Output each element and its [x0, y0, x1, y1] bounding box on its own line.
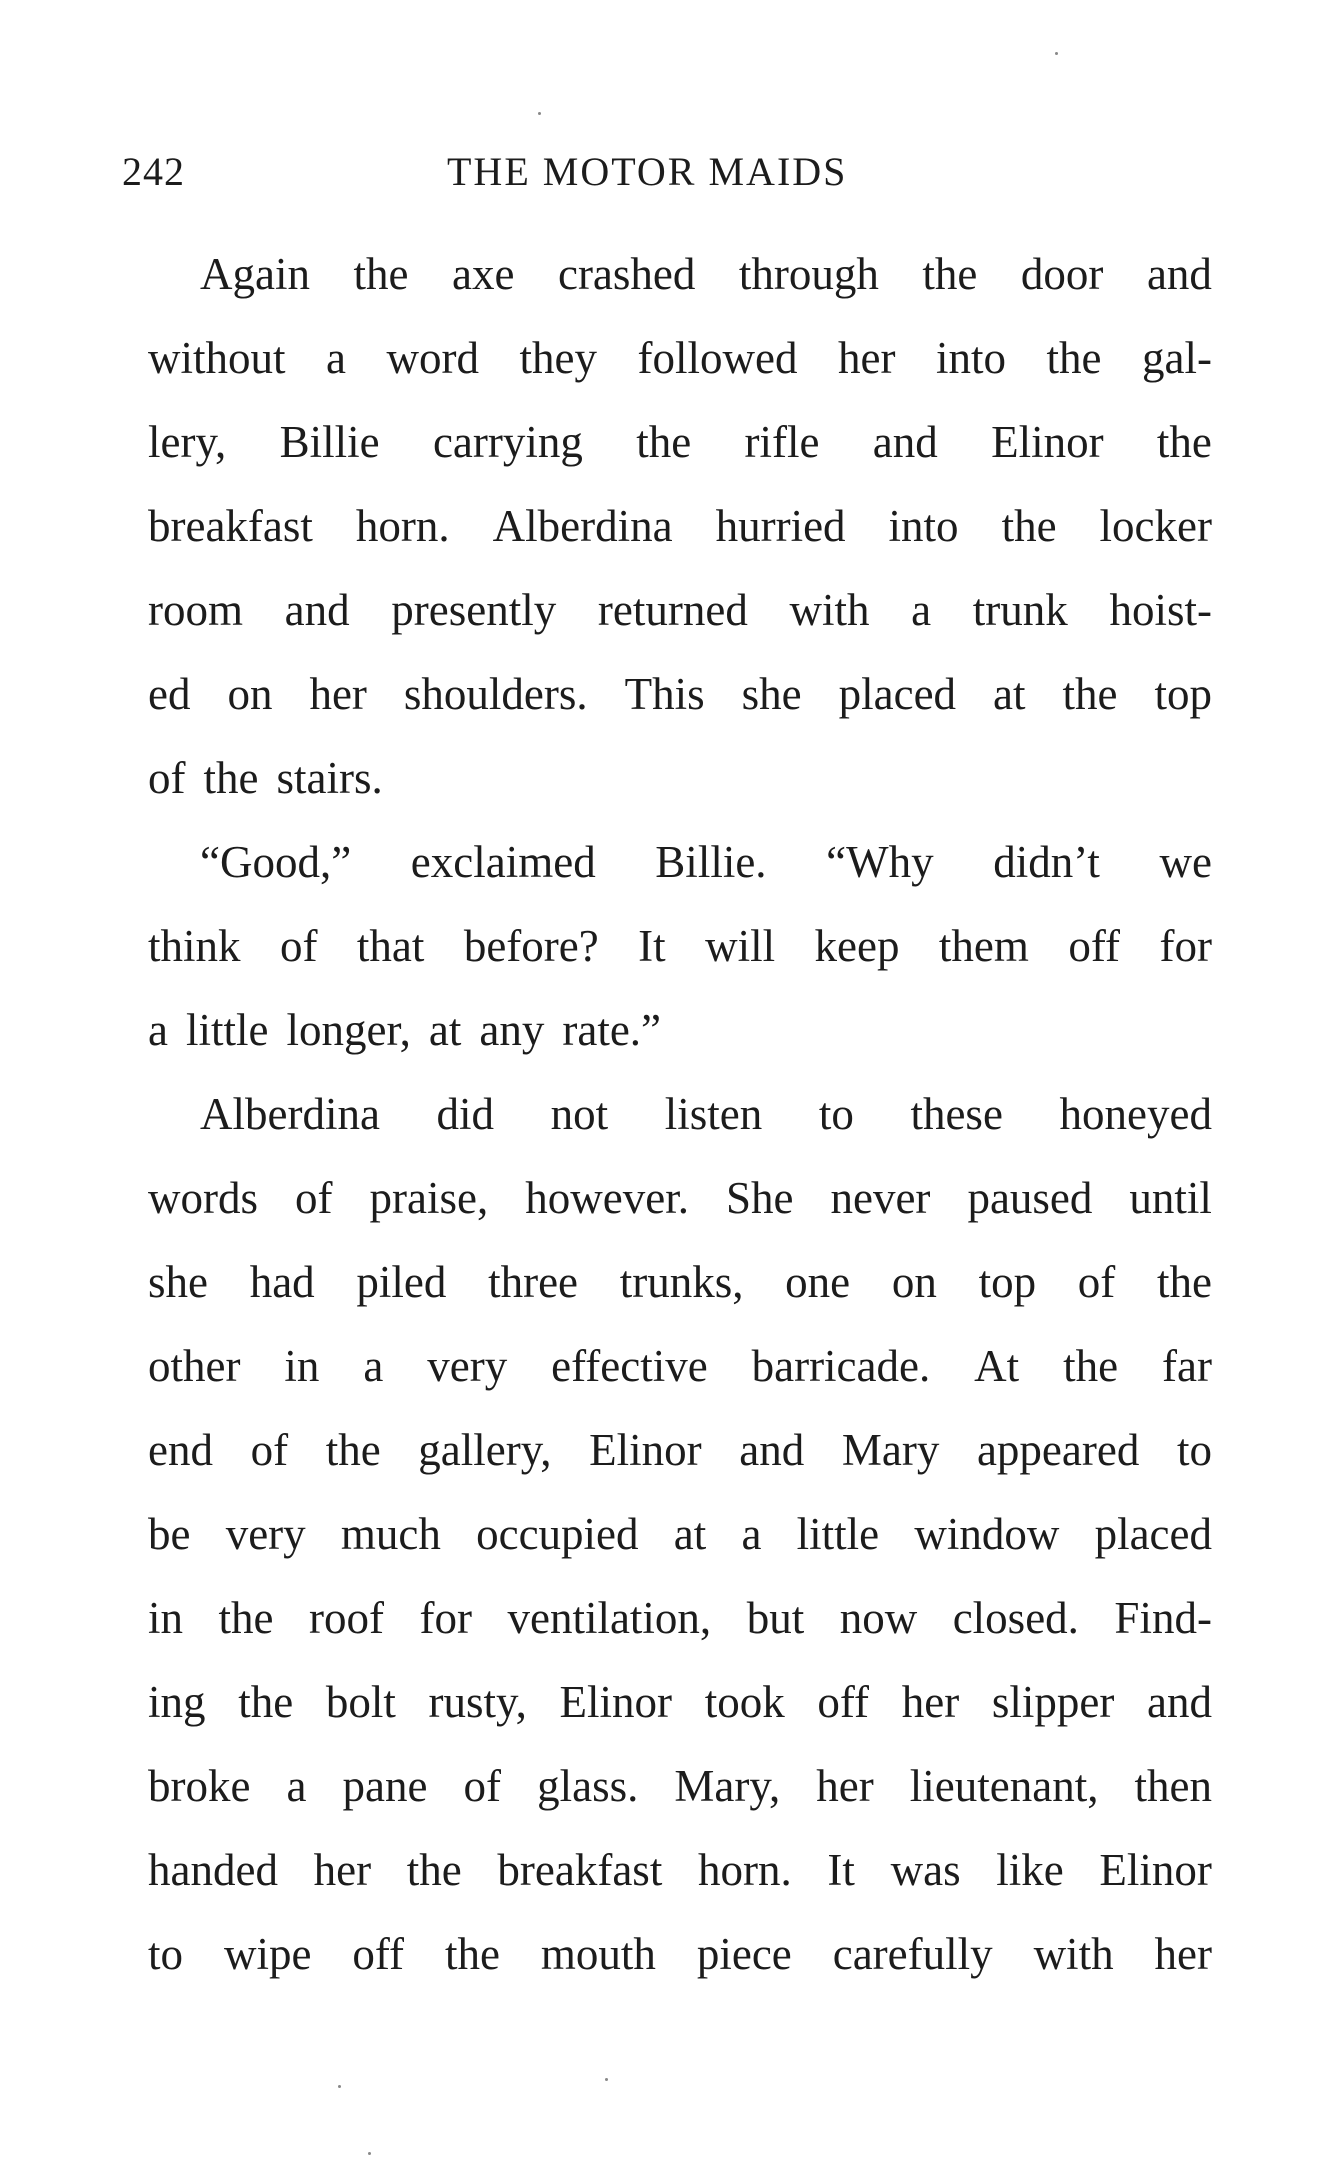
word: and — [1147, 1677, 1212, 1727]
word: words — [148, 1173, 258, 1223]
word: bolt — [325, 1677, 396, 1727]
word: for — [1159, 921, 1212, 971]
word: carrying — [432, 417, 583, 467]
word: these — [910, 1089, 1003, 1139]
word: a — [286, 1761, 307, 1811]
word: off — [817, 1677, 870, 1727]
word: Billie. — [655, 837, 767, 887]
word: placed — [838, 669, 957, 719]
text-line — [148, 904, 1212, 988]
word: “Good,” — [200, 837, 352, 887]
word: through — [738, 249, 879, 299]
word: Mary — [841, 1425, 940, 1475]
word: will — [705, 921, 776, 971]
word: the — [406, 1845, 462, 1895]
word: of — [463, 1761, 502, 1811]
word: locker — [1099, 501, 1212, 551]
word: little — [796, 1509, 880, 1559]
word: Alberdina — [492, 501, 673, 551]
word: for — [419, 1593, 472, 1643]
word: stairs. — [276, 753, 383, 803]
word: now — [839, 1593, 918, 1643]
word: placed — [1094, 1509, 1212, 1559]
text-line — [148, 1492, 1212, 1576]
word: exclaimed — [410, 837, 596, 887]
word: the — [238, 1677, 294, 1727]
word: they — [519, 333, 598, 383]
word: a — [911, 585, 932, 635]
text-line — [148, 316, 1212, 400]
word: longer, — [286, 1005, 411, 1055]
word: keep — [814, 921, 900, 971]
word: hoist- — [1109, 585, 1212, 635]
word: lery, — [148, 417, 227, 467]
word: Elinor — [559, 1677, 673, 1727]
word: barricade. — [751, 1341, 931, 1391]
word: far — [1161, 1341, 1212, 1391]
word: the — [1062, 669, 1118, 719]
word: ing — [148, 1677, 206, 1727]
word: crashed — [557, 249, 696, 299]
word: and — [284, 585, 350, 635]
word: the — [1156, 1257, 1212, 1307]
word: honeyed — [1059, 1089, 1212, 1139]
word: the — [203, 753, 259, 803]
text-line — [148, 1660, 1212, 1744]
word: Elinor — [589, 1425, 702, 1475]
text-line — [148, 1744, 1212, 1828]
word: the — [325, 1425, 381, 1475]
word: praise, — [369, 1173, 489, 1223]
word: Elinor — [1099, 1845, 1212, 1895]
word: of — [1077, 1257, 1116, 1307]
text-line — [148, 652, 1212, 736]
word: the — [1001, 501, 1057, 551]
paper-speck — [538, 112, 541, 115]
word: Find- — [1114, 1593, 1212, 1643]
paper-speck — [338, 2085, 341, 2088]
word: at — [673, 1509, 707, 1559]
word: very — [225, 1509, 306, 1559]
word: rifle — [744, 417, 820, 467]
word: at — [428, 1005, 462, 1055]
word: very — [427, 1341, 508, 1391]
word: top — [1154, 669, 1212, 719]
text-line — [148, 820, 1212, 904]
word: to — [818, 1089, 854, 1139]
word: one — [785, 1257, 851, 1307]
word: the — [353, 249, 409, 299]
word: we — [1159, 837, 1212, 887]
word: other — [148, 1341, 241, 1391]
word: room — [148, 585, 243, 635]
word: a — [741, 1509, 762, 1559]
word: her — [313, 1845, 372, 1895]
word: of — [148, 753, 186, 803]
word: the — [1063, 1341, 1119, 1391]
word: of — [295, 1173, 333, 1223]
word: her — [901, 1677, 960, 1727]
text-line — [148, 484, 1212, 568]
word: then — [1134, 1761, 1212, 1811]
word: closed. — [952, 1593, 1079, 1643]
word: occupied — [476, 1509, 639, 1559]
word: door — [1020, 249, 1104, 299]
word: took — [704, 1677, 785, 1727]
word: She — [725, 1173, 794, 1223]
word: a — [363, 1341, 384, 1391]
word: It — [827, 1845, 855, 1895]
word: little — [185, 1005, 269, 1055]
word: carefully — [832, 1929, 993, 1979]
word: with — [1033, 1929, 1114, 1979]
word: didn’t — [993, 837, 1100, 887]
word: gal- — [1142, 333, 1212, 383]
word: end — [148, 1425, 213, 1475]
word: in — [148, 1593, 184, 1643]
word: breakfast — [148, 501, 313, 551]
word: her — [838, 333, 896, 383]
word: lieutenant, — [909, 1761, 1099, 1811]
word: Billie — [279, 417, 380, 467]
word: broke — [148, 1761, 251, 1811]
word: effective — [551, 1341, 708, 1391]
word: trunk — [972, 585, 1068, 635]
word: until — [1129, 1173, 1212, 1223]
text-line — [148, 1072, 1212, 1156]
word: a — [326, 333, 347, 383]
text-line — [148, 232, 1212, 316]
word: ventilation, — [507, 1593, 712, 1643]
text-line — [148, 1324, 1212, 1408]
word: paused — [967, 1173, 1093, 1223]
word: Alberdina — [200, 1089, 380, 1139]
word: horn. — [698, 1845, 792, 1895]
word: the — [444, 1929, 500, 1979]
word: “Why — [826, 837, 934, 887]
word: horn. — [355, 501, 450, 551]
word: rusty, — [428, 1677, 527, 1727]
word: of — [250, 1425, 289, 1475]
word: off — [1068, 921, 1121, 971]
word: piece — [696, 1929, 792, 1979]
paper-speck — [605, 2078, 608, 2081]
word: shoulders. — [403, 669, 588, 719]
text-line — [148, 1408, 1212, 1492]
word: axe — [452, 249, 515, 299]
word: window — [914, 1509, 1060, 1559]
word: piled — [356, 1257, 447, 1307]
word: listen — [664, 1089, 763, 1139]
word: with — [789, 585, 870, 635]
word: appeared — [976, 1425, 1140, 1475]
word: much — [340, 1509, 441, 1559]
word: but — [746, 1593, 805, 1643]
paper-speck — [368, 2152, 371, 2155]
word: think — [148, 921, 241, 971]
word: into — [936, 333, 1007, 383]
word: It — [638, 921, 666, 971]
word: glass. — [537, 1761, 639, 1811]
word: before? — [463, 921, 599, 971]
word: breakfast — [497, 1845, 663, 1895]
word: Elinor — [991, 417, 1104, 467]
word: gallery, — [418, 1425, 552, 1475]
word: in — [284, 1341, 320, 1391]
word: she — [741, 669, 802, 719]
text-line — [148, 400, 1212, 484]
word: to — [148, 1929, 184, 1979]
word: mouth — [540, 1929, 656, 1979]
word: This — [624, 669, 705, 719]
body-text — [148, 232, 1212, 1996]
word: them — [938, 921, 1029, 971]
word: and — [872, 417, 938, 467]
word: the — [1046, 333, 1102, 383]
word: a — [148, 1005, 168, 1055]
text-line — [148, 1576, 1212, 1660]
word: handed — [148, 1845, 278, 1895]
word: wipe — [223, 1929, 312, 1979]
text-line — [148, 1828, 1212, 1912]
word: she — [148, 1257, 208, 1307]
word: on — [227, 669, 273, 719]
word: her — [1154, 1929, 1212, 1979]
paper-speck — [1055, 52, 1058, 55]
word: and — [739, 1425, 805, 1475]
page-header — [122, 148, 1212, 208]
word: roof — [309, 1593, 384, 1643]
word: hurried — [715, 501, 846, 551]
word: to — [1176, 1425, 1212, 1475]
word: off — [352, 1929, 405, 1979]
word: Again — [200, 249, 310, 299]
word: that — [356, 921, 425, 971]
page-number: 242 — [122, 149, 185, 194]
word: the — [218, 1593, 274, 1643]
word: not — [550, 1089, 609, 1139]
word: the — [636, 417, 692, 467]
text-line — [148, 1240, 1212, 1324]
word: the — [922, 249, 978, 299]
word: Mary, — [674, 1761, 781, 1811]
word: on — [891, 1257, 937, 1307]
word: word — [386, 333, 480, 383]
text-line — [148, 1156, 1212, 1240]
word: be — [148, 1509, 191, 1559]
word: rate.” — [562, 1005, 662, 1055]
word: of — [279, 921, 318, 971]
word: at — [993, 669, 1026, 719]
word: ed — [148, 669, 191, 719]
word: into — [888, 501, 959, 551]
word: slipper — [991, 1677, 1115, 1727]
word: three — [488, 1257, 579, 1307]
word: presently — [391, 585, 557, 635]
word: the — [1156, 417, 1212, 467]
word: followed — [637, 333, 798, 383]
word: trunks, — [619, 1257, 744, 1307]
text-line — [148, 568, 1212, 652]
word: however. — [525, 1173, 689, 1223]
word: any — [479, 1005, 545, 1055]
word: did — [436, 1089, 495, 1139]
word: pane — [342, 1761, 428, 1811]
text-line — [148, 736, 1212, 820]
word: her — [816, 1761, 874, 1811]
word: her — [309, 669, 367, 719]
word: was — [890, 1845, 961, 1895]
word: had — [249, 1257, 315, 1307]
word: At — [974, 1341, 1020, 1391]
running-title: THE MOTOR MAIDS — [447, 149, 848, 194]
word: and — [1146, 249, 1212, 299]
word: top — [978, 1257, 1037, 1307]
word: like — [996, 1845, 1064, 1895]
word: never — [830, 1173, 931, 1223]
word: without — [148, 333, 286, 383]
text-line — [148, 988, 1212, 1072]
word: returned — [597, 585, 748, 635]
text-line — [148, 1912, 1212, 1996]
